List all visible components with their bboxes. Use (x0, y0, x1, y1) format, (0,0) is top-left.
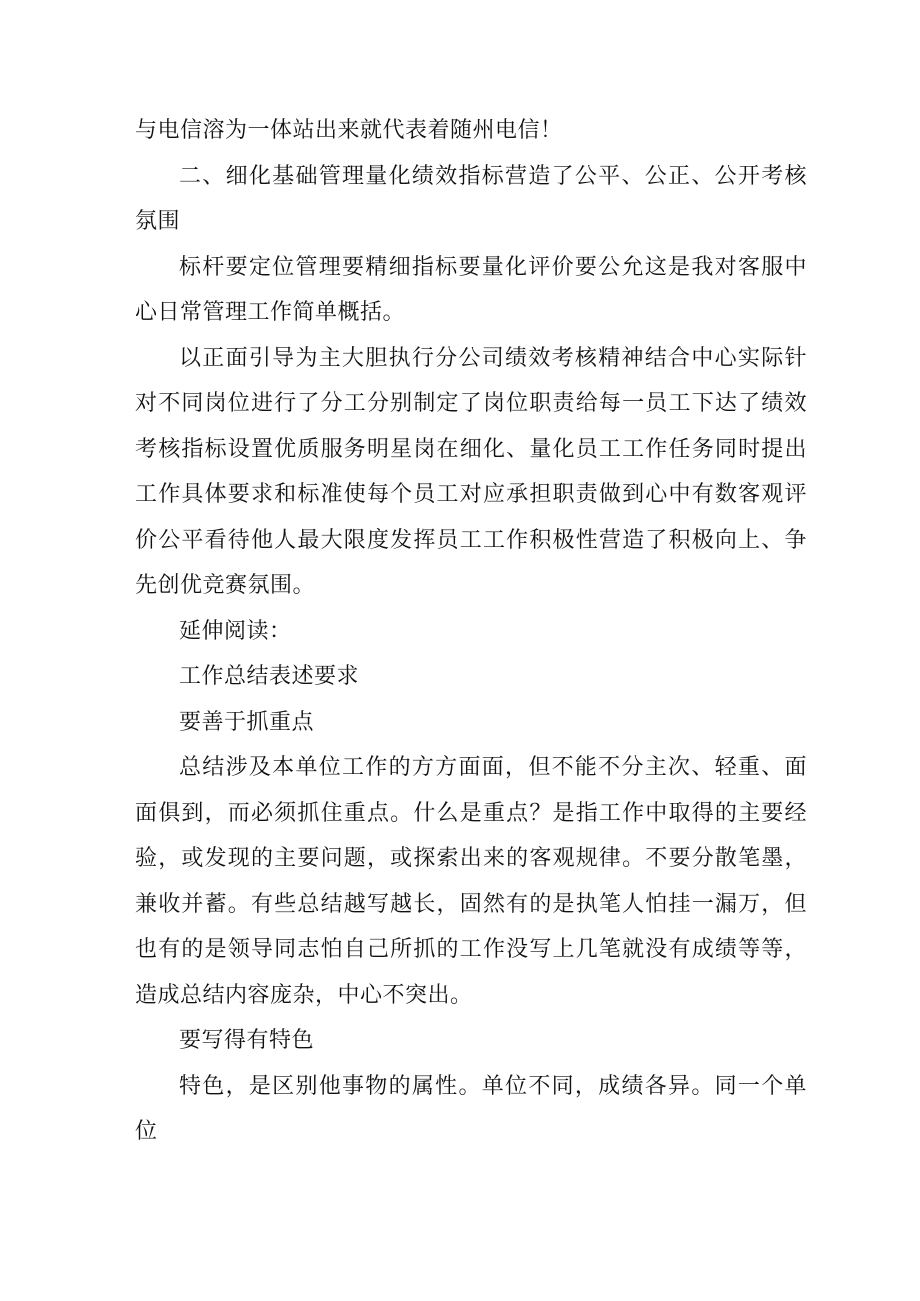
paragraph-continuation: 与电信溶为一体站出来就代表着随州电信！ (135, 118, 563, 143)
paragraph-key-points: 总结涉及本单位工作的方方面面，但不能不分主次、轻重、面面俱到，而必须抓住重点。什么是重点？是指工作中取得的主要经验，或发现的主要问题，或探索出来的客观规律。不要分散笔墨，兼收并蓄。有些总结越写越长，固然有的是执笔人怕挂一漏万，但也有的是领导同志怕自己所抓的工作没写上几笔就没有成绩等等，造成总结内容庞杂，中心不突出。 (135, 755, 807, 1008)
subheading-requirements: 工作总结表述要求 (179, 664, 360, 689)
document-body (135, 108, 807, 1155)
extended-reading-label: 延伸阅读： (179, 618, 292, 644)
paragraph-summary: 标杆要定位管理要精细指标要量化评价要公允这是我对客服中心日常管理工作简单概括。 (135, 254, 807, 325)
paragraph-features: 特色，是区别他事物的属性。单位不同，成绩各异。同一个单位 (135, 1073, 807, 1144)
paragraph-performance: 以正面引导为主大胆执行分公司绩效考核精神结合中心实际针对不同岗位进行了分工分别制定了岗位职责给每一员工下达了绩效考核指标设置优质服务明星岗在细化、量化员工工作任务同时提出工作具体要求和标准使每个员工对应承担职责做到心中有数客观评价公平看待他人最大限度发挥员工工作积极性营造了积极向上、争先创优竞赛氛围。 (135, 345, 807, 598)
subheading-key-points: 要善于抓重点 (179, 709, 315, 735)
subheading-features: 要写得有特色 (179, 1028, 315, 1053)
section-heading-2: 二、细化基础管理量化绩效指标营造了公平、公正、公开考核氛围 (135, 163, 807, 234)
